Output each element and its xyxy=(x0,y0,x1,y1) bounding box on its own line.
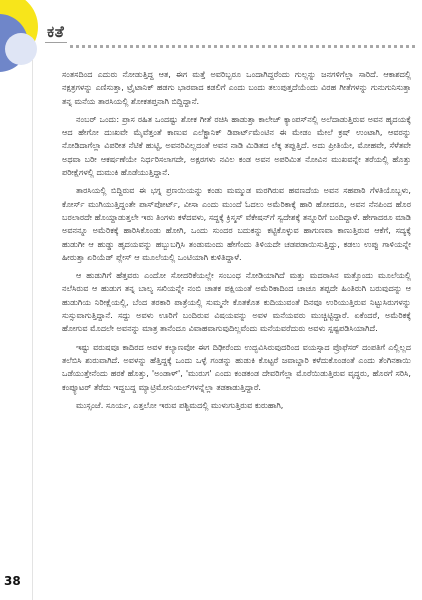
section-title: ಕತೆ xyxy=(47,22,65,41)
paragraph: ನಂಬರ್ ಒಂದು: ಪ್ರಾಸ ರಹಿತ ಒಂದಷ್ಟು ಶೋಕ ಗೀತೆ ರಚಿಸಿ ಹಾಡುತ್ತಾ ಕಾಲೇಜ್ ಕ್ಯಾಂಪಸ್‌ನಲ್ಲಿ ಅಲೆದಾಡುತ್ತಿರುವ ಅವನ ಹೃದಯಕ್ಕೆ ಆದ ಹೇಗೋ ದುಃಖವೇ ಮೈವೆತ್ತಂತೆ ಕಾಣುವ ಎಲೆಕ್ಟ್ರಾನಿಕ್ ಡಿಪಾರ್ಟ್‌ಮೆಂಟಿನ ಈ ಮೇಡಂ ಮೇಲೆ ಕ್ರಷ್ ಉಂಟಾಗಿ, ಆವರನ್ನು ನೋಡಿದಾಗೆಲ್ಲಾ ವಿಪರೀತ ನೆಟಿಕೆ ಹುಟ್ಟಿ, ಅವನರಿವಿಲ್ಲದಂತೆ ಅವನ ನಾಡಿ ಮಿಡಿತದ ಲೆಕ್ಕ ತಪ್ಪುತ್ತಿದೆ. ಅದು ಪ್ರೀತಿಯೇ, ಮೋಹವೇ, ಸೆಳೆತವೇ ಅಥವಾ ಬರೀ ಆಕರ್ಷಣೆಯೇ ನಿರ್ಧರಿಸಲಾಗದೇ, ಅಕ್ಷರಗಳು ನವಿಲ ಕಂಡ ಅವನ ಅಪರಿಮಿತ ನೋವಿನ ಮುಖವನ್ನೇ ತರೆಯಲ್ಲಿ ಹೊತ್ತು ಪರೀಕ್ಷೆಗಳಲ್ಲಿ ದುಮುಕಿ ಹೊಡೆಯುತ್ತಿದ್ದಾನೆ. xyxy=(62,113,411,178)
margin-rule xyxy=(32,60,33,600)
paragraph: ತಾರಸಿಯಲ್ಲಿ ಬಿದ್ದಿರುವ ಈ ಭಗ್ನ ಪ್ರಣಯಿಯನ್ನು ಕಂಡು ಮಮ್ಮುಡ ಮರಗಿರುವ ಹವಣದೆಯ ಅವನ ಸಹಪಾಠಿ ಗೆಳತಿಯೊಬ್ಬಳು, ಕೋರ್ಸ್ ಮುಗಿಯುತ್ತಿದ್ದಂತೇ ಪಾಸ್‌ಪೋರ್ಟ್, ವೀಸಾ ಎಂದು ಮುಂದೆ ಓದಲು ಅಮೆರಿಕಾಕ್ಕೆ ಹಾರಿ ಹೋದರೂ, ಅವನ ನೆನಪಿಂದ ಹೊರ ಬರಲಾರದೇ ಹೊಯ್ದಾಡುತ್ತಲೇ ಇರು ತಿಂಗಳು ಕಳೆದವಳು, ಸದ್ದಕ್ಕೆ ಕ್ರಿಸ್ಮಸ್ ವೆಕೇಷನ್‌ಗೆ ಸ್ವದೇಶಕ್ಕೆ ತನ್ನೂರಿಗೆ ಬಂದಿದ್ದಾಳೆ. ಹೇಗಾದರೂ ಮಾಡಿ ಅವನನ್ನೂ ಅಮೆರಿಕಕ್ಕೆ ಹಾರಿಸಿಕೊಂಡು ಹೋಗಿ, ಒಂದು ಸುಂದರ ಬದುಕನ್ನು ಕಟ್ಟಿಕೊಳ್ಳುವ ಹಾಗುಣವಾ ಕಾಣುತ್ತಿರುವ ಆಕೆಗೆ, ಸದ್ಯಕ್ಕೆ ಹುಡುಗೀ ಆ ಹುಡ್ಡು ಹೃದಯವನ್ನು ಹಬ್ಬುಬಗ್ಗಿಸಿ ತಂಡುಮಂದು ಹೇಗೆಂದು ತಿಳಿಯದೇ ಚಡಪಡಾಯಿಸುತ್ತಿದ್ದು, ಕಡಲು ಉಪ್ಪು ಗಾಳಿಯನ್ನೇ ಹೀರುತ್ತಾ ಏರಿಯೆಡ್ ಪ್ಲೇಸ್ ಆ ಮೂಲೆಯಲ್ಲಿ ಒಂಟಿಯಾಗಿ ಕುಳಿತಿದ್ದಾಳೆ. xyxy=(62,185,411,262)
paragraph: ಆ ಹುಡುಗಿಗೆ ಹೆತ್ತವರು ಎಂದೋ ಸೋದರಿಕೆಯಲ್ಲೇ ಸಂಬಂಧ ನೋಡಿಯಾಗಿದೆ ಮತ್ತು ಮದರಾಸಿನ ಮತ್ತೊಂದು ಮೂಲೆಯಲ್ಲಿ ನಲೆಸಿರುವ ಆ ಹುಡುಗ ತನ್ನ ಬಾಲ್ಯ ಸಖಿಯನ್ನೇ ನಂಬಿ ಚಾತಕ ಪಕ್ಷಿಯಂತೆ ಅಮೆರಿಕಾದಿಂದ ಚಾಚೂ ತಪ್ಪದೇ ಹಿಂತಿರುಗಿ ಬರುವುದನ್ನು ಆ ಹುಡುಗಿಯ ನಿರೀಕ್ಷೆಯಲ್ಲಿ, ಬೆಂದ ತರಕಾರಿ ಪಾತ್ರೆಯಲ್ಲಿ ಸುಮ್ಮನೇ ಕೊತಕೊತ ಕುದಿಯುವಂತೆ ದಿನವೂ ಉರಿಯುತ್ತಿರುವ ನಿಟ್ಟುಸಿರುಗಳನ್ನು ಸುಸ್ಸುವಾಗುತ್ತಿದ್ದಾನೆ. ಸದ್ದು ಅವಳು ಊರಿಗೆ ಬಂದಿರುವ ವಿಷಯವನ್ನು ಅವಳ ಮನೆಯವರು ಮುಚ್ಚಿಟ್ಟಿದ್ದಾರೆ. ಏಕೆಂದರೆ, ಅಮೆರಿಕಕ್ಕೆ ಹೋಗುವ ಮೊದಲೇ ಅವನನ್ನು ಮಾತ್ರ ತಾನೆಂದೂ ವಿವಾಹವಾಗುವುದಿಲ್ಲವೆಂದು ಮನೆಯವರೆದುರು ಅವಳು ಸ್ಪಷ್ಟಪಡಿಸಿಯಾಗಿದೆ. xyxy=(62,270,411,334)
article-body xyxy=(62,68,411,417)
page-header xyxy=(0,0,422,60)
paragraph: ಸಂತಸದಿಂದ ಎದುರು ನೋಡುತ್ತಿದ್ದ ಆತ, ಈಗ ಮತ್ತೆ ಅವರಿಬ್ಬರೂ ಒಂದಾಗಿದ್ದರೆಂದು ಗುಲ್ಲನ್ನು ಜನಗಳಿಗೆಲ್ಲಾ ಸಾರಿದೆ. ಆಕಾಶದಲ್ಲಿ ನಕ್ಷತ್ರಗಳನ್ನು ಎಣಿಸುತ್ತಾ, ಟ್ರೈಟಾನಿಕ್ ಹಡಗು ಭಾರವಾದ ಕಡಲಿಗೆ ಎಂದು ಬಂದು ತಲುಪುತ್ತದೆಯೆಂದು ವಿರಹ ಗೀತೆಗಳನ್ನು ಗುನುಗುನಿಸುತ್ತಾ ತನ್ನ ಮನೆಯ ತಾರಸಿಯಲ್ಲಿ ಶೋಕತಪ್ತನಾಗಿ ಬಿದ್ದಿದ್ದಾನೆ. xyxy=(62,69,411,106)
dotted-divider xyxy=(70,45,415,48)
title-underline xyxy=(45,42,67,43)
paragraph: ಇಷ್ಟು ವರುಷವೂ ಕಾದಿರದ ಅವಳ ಕಲ್ಯಾಣವೋ ಈಗ ದಿಢೀರೆಂದು ಉದ್ಭವಿಸಿರುವುದರಿಂದ ವಯಸ್ಸಾದ ಪ್ರೊಫೆಸರ್ ದಂಪತಿಗೆ ಎಲ್ಲಿಲ್ಲದ ತಲೆಬಿಸಿ ಶುರುವಾಗಿದೆ. ಅವಳನ್ನು ಹೆತ್ತಿದ್ದಕ್ಕೆ ಒಂದು ಒಳ್ಳೆ ಗಂಡನ್ನು ಹುಡುಕಿ ಕೊಟ್ಟರೆ ಜವಾಬ್ದಾರಿ ಕಳೆದುಕೊಂಡಂತೆ ಎಂದು ತೆಂಗಿನಕಾಯಿ ಒಡೆಯುತ್ತೇನೆಂದು ಹರಕೆ ಹೊತ್ತು, 'ಅಂಡಾಳ್', 'ಮುರುಗ' ಎಂದು ಕಂಡಕಂಡ ದೇವರಿಗೆಲ್ಲಾ ಮೊರೆಯಿಡುತ್ತಿರುವ ವೃದ್ಧರು, ಹೊರಗೆ ಸರಿಸಿ, ಕಂಪ್ಯೂಟರ್ ತೆರೆದು ಇದ್ದಬದ್ದ ಮ್ಯಾಟ್ರಿಮೋನಿಯಲ್‌ಗಳನ್ನೆಲ್ಲಾ ತಡಕಾಡುತ್ತಿದ್ದಾರೆ. xyxy=(62,341,411,392)
page-number: 38 xyxy=(4,574,21,588)
paragraph: ಮುಸ್ಸಂಜೆ. ಸೂರ್ಯ, ಎತ್ತಲೋ ಇರುವ ಪಶ್ಚಿಮದಲ್ಲಿ ಮುಳುಗುತ್ತಿರುವ ಕುರುಹಾಗಿ, xyxy=(76,399,284,410)
